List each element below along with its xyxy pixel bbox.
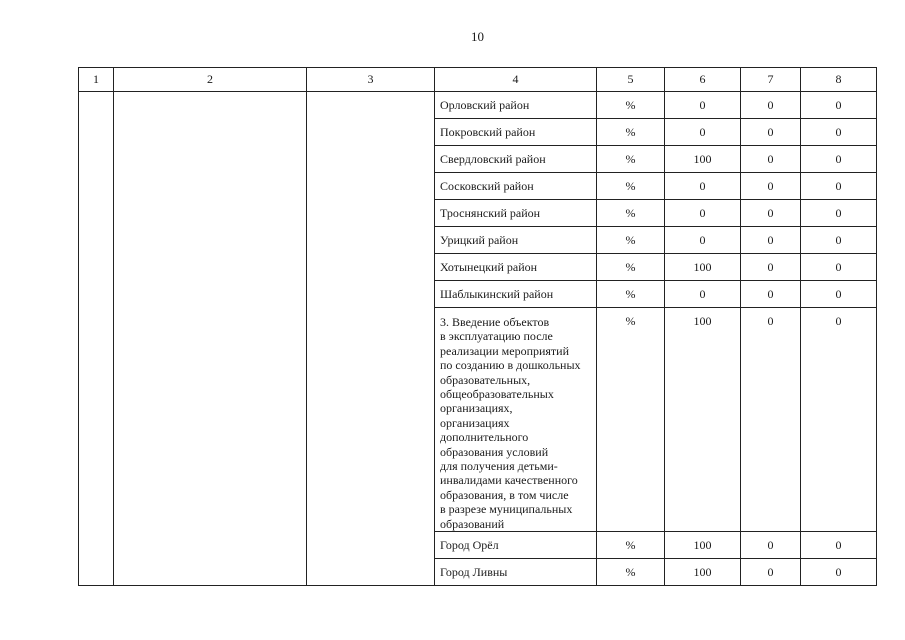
indicator-table — [78, 67, 877, 586]
unit-cell: % — [597, 146, 665, 173]
value-col-7: 0 — [741, 532, 801, 559]
value-col-8: 0 — [801, 559, 877, 586]
unit-cell: % — [597, 308, 665, 532]
indicator-name: Покровский район — [435, 119, 597, 146]
unit-cell: % — [597, 227, 665, 254]
value-col-8: 0 — [801, 119, 877, 146]
value-col-7: 0 — [741, 92, 801, 119]
value-col-7: 0 — [741, 559, 801, 586]
value-col-8: 0 — [801, 173, 877, 200]
value-col-7: 0 — [741, 146, 801, 173]
col-3-merged-cell — [307, 92, 435, 586]
header-col-1: 1 — [79, 68, 114, 92]
indicator-name: Город Орёл — [435, 532, 597, 559]
unit-cell: % — [597, 254, 665, 281]
value-col-8: 0 — [801, 532, 877, 559]
table-row — [79, 92, 877, 119]
header-col-7: 7 — [741, 68, 801, 92]
header-col-8: 8 — [801, 68, 877, 92]
value-col-7: 0 — [741, 200, 801, 227]
indicator-name: Урицкий район — [435, 227, 597, 254]
indicator-name: Город Ливны — [435, 559, 597, 586]
value-col-6: 0 — [665, 173, 741, 200]
indicator-name-text: 3. Введение объектов в эксплуатацию после реализации мероприятий по созданию в дошкольных образовательных, общеобразовательных организациях, организациях дополнительного образования условий для получения детьми- инвалидами качественного образования, в том числе в разрезе муниципальных образований — [440, 315, 581, 531]
value-col-8: 0 — [801, 146, 877, 173]
value-col-8: 0 — [801, 92, 877, 119]
header-col-5: 5 — [597, 68, 665, 92]
indicator-name: Троснянский район — [435, 200, 597, 227]
value-col-6: 100 — [665, 532, 741, 559]
unit-cell: % — [597, 173, 665, 200]
unit-cell: % — [597, 119, 665, 146]
value-col-6: 100 — [665, 308, 741, 532]
value-col-7: 0 — [741, 281, 801, 308]
indicator-name — [435, 308, 597, 532]
indicator-name: Хотынецкий район — [435, 254, 597, 281]
indicator-name: Шаблыкинский район — [435, 281, 597, 308]
indicator-name: Орловский район — [435, 92, 597, 119]
header-row — [79, 68, 877, 92]
indicator-name: Сосковский район — [435, 173, 597, 200]
value-col-7: 0 — [741, 119, 801, 146]
header-col-3: 3 — [307, 68, 435, 92]
value-col-7: 0 — [741, 173, 801, 200]
value-col-6: 0 — [665, 92, 741, 119]
value-col-7: 0 — [741, 254, 801, 281]
value-col-6: 0 — [665, 227, 741, 254]
header-col-2: 2 — [114, 68, 307, 92]
value-col-7: 0 — [741, 308, 801, 532]
page-number: 10 — [471, 29, 484, 44]
value-col-6: 0 — [665, 281, 741, 308]
indicator-name: Свердловский район — [435, 146, 597, 173]
unit-cell: % — [597, 559, 665, 586]
unit-cell: % — [597, 92, 665, 119]
unit-cell: % — [597, 200, 665, 227]
header-col-6: 6 — [665, 68, 741, 92]
col-2-merged-cell — [114, 92, 307, 586]
value-col-8: 0 — [801, 308, 877, 532]
value-col-8: 0 — [801, 254, 877, 281]
value-col-6: 100 — [665, 559, 741, 586]
value-col-6: 100 — [665, 254, 741, 281]
value-col-8: 0 — [801, 227, 877, 254]
header-col-4: 4 — [435, 68, 597, 92]
value-col-7: 0 — [741, 227, 801, 254]
value-col-8: 0 — [801, 281, 877, 308]
unit-cell: % — [597, 532, 665, 559]
unit-cell: % — [597, 281, 665, 308]
value-col-8: 0 — [801, 200, 877, 227]
col-1-merged-cell — [79, 92, 114, 586]
value-col-6: 0 — [665, 119, 741, 146]
value-col-6: 0 — [665, 200, 741, 227]
value-col-6: 100 — [665, 146, 741, 173]
